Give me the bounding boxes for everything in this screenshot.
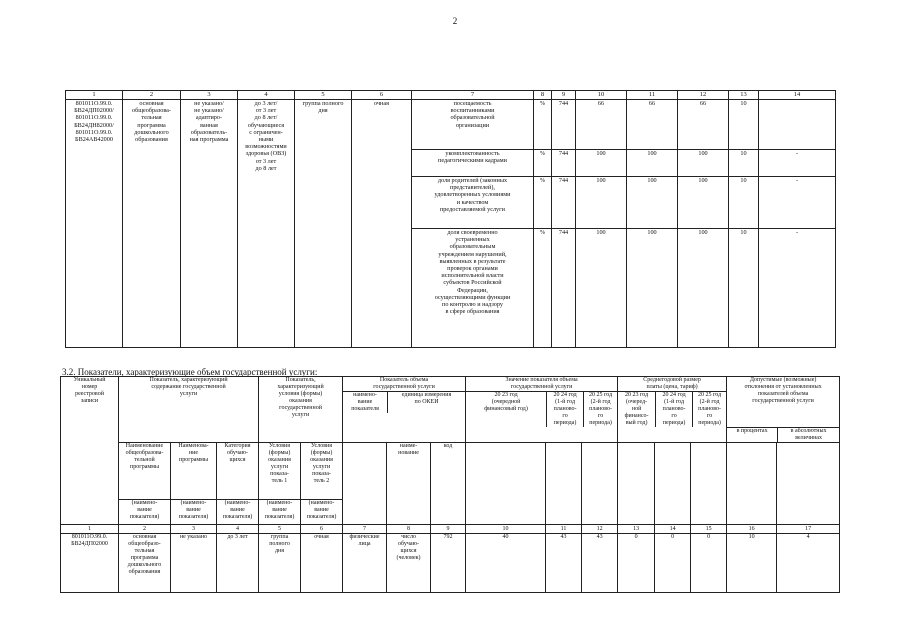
student-category: не указано/ не указано/ адаптиро- ванная образователь- ная программа: [181, 100, 238, 348]
col-number: 14: [655, 525, 691, 534]
header-row: [61, 443, 840, 500]
value-year3: 100: [678, 177, 729, 229]
header-deviation: [727, 377, 840, 443]
col-number: 17: [777, 525, 840, 534]
header-row: [61, 377, 840, 443]
column-number-row: [61, 525, 840, 534]
group-type: группа полного дня: [259, 534, 301, 593]
header-condition2: Условия (формы) оказания услуги показа- тель 2: [301, 443, 343, 500]
header-value-title: Значение показателя объема государственной услуги: [466, 377, 617, 392]
value-year1: 66: [576, 100, 627, 150]
deviation-percent: 10: [729, 150, 759, 177]
col-number: 2: [119, 525, 171, 534]
header-blank: [582, 443, 618, 525]
quality-indicators-table: [65, 90, 836, 348]
col-number: 12: [678, 91, 729, 100]
deviation-percent: 10: [729, 177, 759, 229]
registry-code: 801011О.99.0. БВ24ДП02000: [61, 534, 119, 593]
registry-code: 801011О.99.0. БВ24ДП02000/ 801011О.99.0. БВ24ДН82000/ 801011О.99.0. БВ24АВ42000: [66, 100, 123, 348]
indicator-name: доля своевременно устраненных образовательным учреждением нарушений, выявленных в результате проверок органами исполнительной власти субъектов Российской Федерации, осуществляющими функции по контролю и надзору в сфере образования: [412, 229, 534, 348]
header-price-year2: 20 24 год (1-й год планово- го периода): [656, 392, 693, 427]
deviation-absolute: -: [759, 177, 836, 229]
header-blank: [777, 443, 840, 525]
col-number: 15: [691, 525, 727, 534]
unit: %: [534, 100, 552, 150]
col-number: 9: [552, 91, 576, 100]
indicator-name: доля родителей (законных представителей), удовлетворенных условиями и качеством предоставляемой услуги: [412, 177, 534, 229]
value-year2: 66: [627, 100, 678, 150]
header-absolute: в абсолютных величинах: [790, 428, 827, 441]
indicator-name: посещаемость воспитанниками образовательной организации: [412, 100, 534, 150]
header-conditions: Показатель, характеризующий условия (формы) оказания государственной услуги: [259, 377, 343, 443]
volume-indicators-table: [60, 376, 840, 593]
okei-code: 744: [552, 150, 576, 177]
value-year3: 66: [678, 100, 729, 150]
unit: %: [534, 229, 552, 348]
col-number: 13: [729, 91, 759, 100]
value-year3: 100: [678, 229, 729, 348]
col-number: 4: [238, 91, 295, 100]
header-unique-number: Уникальный номер реестровой записи: [61, 377, 119, 525]
header-blank: [546, 443, 582, 525]
col-number: 5: [295, 91, 352, 100]
header-blank: [466, 443, 546, 525]
program-title: не указано: [171, 534, 217, 593]
age-group: до 3 лет/ от 3 лет до 8 лет/ обучающиеся с ограничен- ными возможностями здоровья (ОВЗ) от 3 лет до 8 лет: [238, 100, 295, 348]
header-naim: (наимено- вание показателя): [301, 500, 343, 525]
header-naim: (наимено- вание показателя): [259, 500, 301, 525]
col-number: 10: [466, 525, 546, 534]
unit: %: [534, 150, 552, 177]
okei-code: 792: [431, 534, 466, 593]
value-year2: 100: [627, 150, 678, 177]
col-number: 7: [412, 91, 534, 100]
col-number: 3: [171, 525, 217, 534]
value-year1: 40: [466, 534, 546, 593]
deviation-absolute: -: [759, 229, 836, 348]
column-number-row: [66, 91, 836, 100]
col-number: 11: [546, 525, 582, 534]
value-year3: 43: [582, 534, 618, 593]
deviation-absolute: 4: [777, 534, 840, 593]
program-name: основная общеобразо- тельная программа дошкольного образования: [119, 534, 171, 593]
header-price-title: Среднегодовой размер платы (цена, тариф): [618, 377, 726, 392]
header-blank: [655, 443, 691, 525]
header-price: [618, 377, 727, 443]
age-group: до 3 лет: [217, 534, 259, 593]
col-number: 4: [217, 525, 259, 534]
header-indicator-name-cell: [343, 443, 387, 525]
value-year1: 100: [576, 177, 627, 229]
header-year1: 20 23 год (очередной финансовый год): [466, 392, 547, 427]
value-year2: 43: [546, 534, 582, 593]
deviation-absolute: -: [759, 150, 836, 177]
table-row: [66, 100, 836, 150]
group-type: группа полного дня: [295, 100, 352, 348]
header-naim: (наимено- вание показателя): [217, 500, 259, 525]
value-year2: 100: [627, 177, 678, 229]
header-name: Наименова- ние программы: [171, 443, 217, 500]
col-number: 11: [627, 91, 678, 100]
indicator-name: физические лица: [343, 534, 387, 593]
deviation-percent: 10: [729, 100, 759, 150]
col-number: 6: [352, 91, 412, 100]
header-year3: 20 25 год (2-й год планово- го периода): [588, 392, 613, 426]
header-percent: в процентах: [727, 428, 778, 442]
header-condition1: Условия (формы) оказания услуги показа- тель 1: [259, 443, 301, 500]
header-indicator-name: наимено- вание показателя: [343, 392, 388, 413]
deviation-percent: 10: [727, 534, 777, 593]
col-number: 7: [343, 525, 387, 534]
header-price-year1: 20 23 год (очеред- ной финансо- вый год): [618, 392, 656, 427]
col-number: 13: [618, 525, 655, 534]
col-number: 2: [123, 91, 181, 100]
col-number: 8: [387, 525, 431, 534]
okei-code: 744: [552, 229, 576, 348]
section-title: 3.2. Показатели, характеризующие объем государственной услуги:: [62, 367, 318, 377]
col-number: 12: [582, 525, 618, 534]
header-year2: 20 24 год (1-й год планово- го периода): [547, 392, 584, 427]
header-program-name: Наименование общеобразова- тельной программы: [119, 443, 171, 500]
col-number: 1: [61, 525, 119, 534]
col-number: 8: [534, 91, 552, 100]
price-year2: 0: [655, 534, 691, 593]
indicator-name: укомплектованность педагогическими кадрами: [412, 150, 534, 177]
okei-code: 744: [552, 177, 576, 229]
header-blank: [618, 443, 655, 525]
value-year1: 100: [576, 229, 627, 348]
study-form: очная: [301, 534, 343, 593]
header-naim: (наимено- вание показателя): [171, 500, 217, 525]
header-naim: (наимено- вание показателя): [119, 500, 171, 525]
col-number: 5: [259, 525, 301, 534]
study-form: очная: [352, 100, 412, 348]
value-year3: 100: [678, 150, 729, 177]
value-year1: 100: [576, 150, 627, 177]
header-price-year3: 20 25 год (2-й год планово- го периода): [697, 392, 722, 426]
header-unit-name: наиме- нование: [387, 443, 431, 525]
unit-name: число обучаю- щихся (человек): [387, 534, 431, 593]
table-row: [61, 534, 840, 593]
okei-code: 744: [552, 100, 576, 150]
header-volume: [343, 377, 466, 443]
header-value: [466, 377, 618, 443]
col-number: 1: [66, 91, 123, 100]
header-category: Категория обучаю- щихся: [217, 443, 259, 500]
col-number: 14: [759, 91, 836, 100]
col-number: 9: [431, 525, 466, 534]
col-number: 3: [181, 91, 238, 100]
header-content: Показатель, характеризующий содержание государственной услуги: [119, 377, 259, 443]
header-volume-title: Показатель объема государственной услуги: [343, 377, 465, 392]
col-number: 16: [727, 525, 777, 534]
value-year2: 100: [627, 229, 678, 348]
unit: %: [534, 177, 552, 229]
col-number: 6: [301, 525, 343, 534]
price-year3: 0: [691, 534, 727, 593]
deviation-absolute: [759, 100, 836, 150]
page-number: 2: [452, 16, 458, 26]
col-number: 10: [576, 91, 627, 100]
header-deviation-title: Допустимые (возможные) отклонения от установленных показателей объема государственной услуги: [727, 377, 839, 428]
deviation-percent: 10: [729, 229, 759, 348]
header-blank: [691, 443, 727, 525]
header-unit: единица измерения по ОКЕИ: [401, 392, 452, 405]
header-blank: [727, 443, 777, 525]
header-code: код: [431, 443, 466, 525]
price-year1: 0: [618, 534, 655, 593]
program-name: основная общеобразова- тельная программа дошкольного образования: [123, 100, 181, 348]
